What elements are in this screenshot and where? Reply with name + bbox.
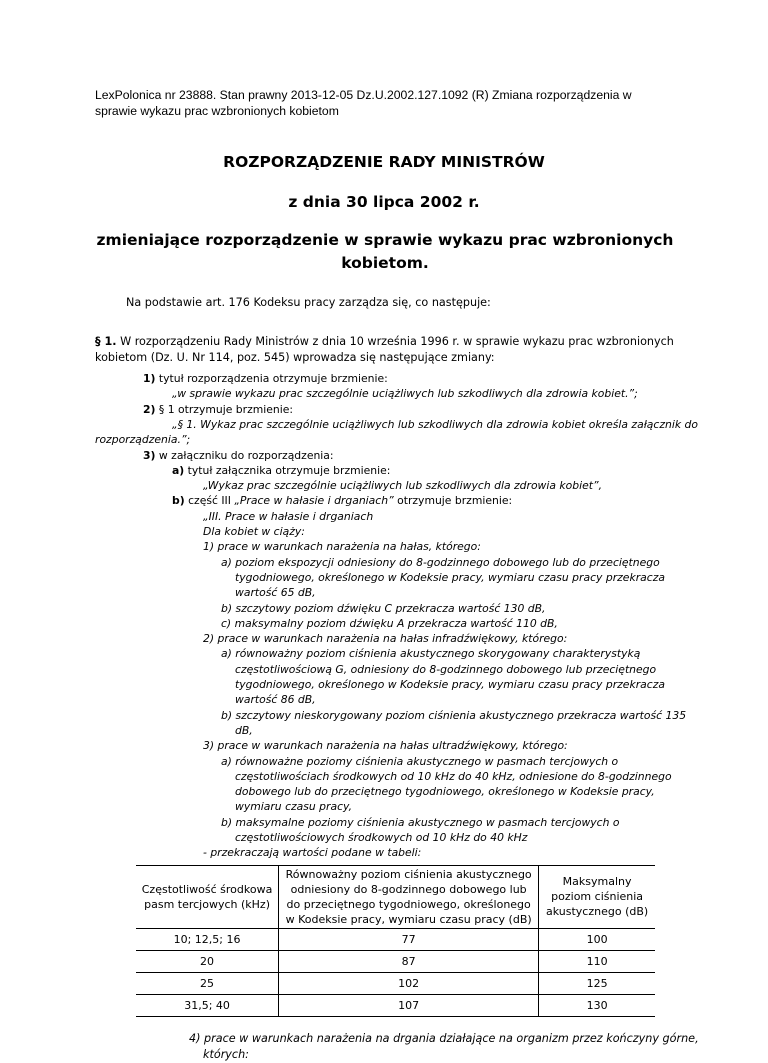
quoted-text: - przekraczają wartości podane w tabeli: [203, 846, 422, 860]
table-cell: 130 [539, 994, 655, 1016]
table-cell: 110 [539, 950, 655, 972]
table-row [136, 928, 655, 950]
table-row [136, 950, 655, 972]
quoted-text: 2) prace w warunkach narażenia na hałas infradźwiękowy, którego: [203, 632, 568, 646]
table-cell: 10; 12,5; 16 [136, 928, 279, 950]
item-text: w załączniku do rozporządzenia: [155, 448, 334, 462]
table-header-row [136, 865, 655, 928]
quoted-text: wartość 86 dB, [235, 693, 316, 707]
quoted-text: wartość 65 dB, [235, 586, 316, 600]
quoted-text: a) poziom ekspozycji odniesiony do 8-godzinnego dobowego lub do przeciętnego [221, 555, 660, 569]
section-1-label: § 1. [95, 335, 117, 348]
quoted-text: tygodniowego, określonego w Kodeksie pracy, wymiaru czasu pracy przekracza [235, 570, 665, 584]
item-number: 2) [143, 402, 156, 416]
document-header: LexPolonica nr 23888. Stan prawny 2013-12-05 Dz.U.2002.127.1092 (R) Zmiana rozporządzenia w sprawie wykazu prac wzbronionych kobietom [95, 88, 632, 118]
list-item [143, 371, 388, 386]
table-cell: 100 [539, 928, 655, 950]
quoted-text: 1) prace w warunkach narażenia na hałas, którego: [203, 540, 481, 554]
table-cell: 102 [279, 972, 539, 994]
quoted-text: „§ 1. Wykaz prac szczególnie uciążliwych lub szkodliwych dla zdrowia kobiet określa załącznik do [172, 417, 699, 431]
quoted-text: częstotliwościowych środkowych od 10 kHz do 40 kHz [235, 831, 528, 844]
quoted-text: Dla kobiet w ciąży: [203, 525, 305, 538]
quoted-text: b) szczytowy poziom dźwięku C przekracza wartość 130 dB, [221, 601, 546, 615]
quoted-text: „w sprawie wykazu prac szczególnie uciążliwych lub szkodliwych dla zdrowia kobiet.”; [172, 387, 638, 401]
regulation-date: z dnia 30 lipca 2002 r. [288, 193, 480, 211]
table-cell: 20 [136, 950, 279, 972]
list-item [143, 448, 334, 463]
quoted-text: 4) prace w warunkach narażenia na drgania działające na organizm przez kończyny górne, [189, 1031, 699, 1045]
list-item [172, 463, 390, 478]
quoted-text: wymiaru czasu pracy, [235, 800, 353, 814]
legal-basis-paragraph: Na podstawie art. 176 Kodeksu pracy zarządza się, co następuje: [126, 296, 491, 309]
quoted-text: a) równoważny poziom ciśnienia akustycznego skorygowany charakterystyką [221, 647, 641, 661]
table-cell: 77 [279, 928, 539, 950]
list-item [143, 402, 293, 417]
item-quote: „Prace w hałasie i drganiach” [234, 494, 394, 508]
list-item [172, 493, 512, 508]
regulation-title: ROZPORZĄDZENIE RADY MINISTRÓW [223, 153, 545, 171]
quoted-text: częstotliwościach środkowych od 10 kHz do 40 kHz, odniesione do 8-godzinnego [235, 769, 672, 783]
table-row [136, 972, 655, 994]
quoted-text: 3) prace w warunkach narażenia na hałas ultradźwiękowy, którego: [203, 739, 568, 753]
item-number: a) [172, 463, 185, 477]
quoted-text: a) równoważne poziomy ciśnienia akustycznego w pasmach tercjowych o [221, 754, 619, 768]
item-text: część III [184, 494, 235, 508]
table-cell: 107 [279, 994, 539, 1016]
regulation-subject: zmieniające rozporządzenie w sprawie wykazu prac wzbronionych kobietom. [96, 231, 674, 272]
item-text: § 1 otrzymuje brzmienie: [155, 402, 294, 416]
quoted-text: rozporządzenia.”; [95, 433, 191, 447]
item-text: otrzymuje brzmienie: [393, 494, 513, 508]
item-number: 1) [143, 372, 156, 385]
quoted-text: „Wykaz prac szczególnie uciążliwych lub szkodliwych dla zdrowia kobiet”, [203, 479, 603, 493]
table-cell: 31,5; 40 [136, 994, 279, 1016]
quoted-text: „III. Prace w hałasie i drganiach [203, 509, 374, 523]
quoted-text: c) maksymalny poziom dźwięku A przekracza wartość 110 dB, [221, 616, 558, 630]
section-1-text: W rozporządzeniu Rady Ministrów z dnia 10 września 1996 r. w sprawie wykazu prac wzbronionych kobietom (Dz. U. Nr 114, poz. 545) wprowadza się następujące zmiany: [95, 335, 674, 364]
table-cell: 25 [136, 972, 279, 994]
table-row [136, 994, 655, 1016]
quoted-text: dobowego lub do przeciętnego tygodniowego, określonego w Kodeksie pracy, [235, 785, 655, 799]
quoted-text: częstotliwościową G, odniesiony do 8-godzinnego dobowego lub przeciętnego [235, 662, 657, 676]
item-text: tytuł rozporządzenia otrzymuje brzmienie: [155, 372, 388, 385]
quoted-text: tygodniowego, określonego w Kodeksie pracy, wymiaru czasu pracy przekracza [235, 678, 665, 691]
column-header: Częstotliwość środkowa pasm tercjowych (kHz) [136, 865, 279, 928]
item-number: b) [172, 494, 185, 508]
quoted-text: b) szczytowy nieskorygowany poziom ciśnienia akustycznego przekracza wartość 135 [221, 708, 687, 722]
section-1-paragraph [95, 334, 680, 366]
quoted-text: dB, [235, 723, 253, 737]
column-header: Równoważny poziom ciśnienia akustycznego odniesiony do 8-godzinnego dobowego lub do przeciętnego tygodniowego, określonego w Kodeksie pracy, wymiaru czasu pracy (dB) [279, 865, 539, 928]
table-cell: 87 [279, 950, 539, 972]
table-cell: 125 [539, 972, 655, 994]
quoted-text: których: [203, 1047, 249, 1061]
item-text: tytuł załącznika otrzymuje brzmienie: [184, 463, 391, 477]
column-header: Maksymalny poziom ciśnienia akustycznego (dB) [539, 865, 655, 928]
quoted-text: b) maksymalne poziomy ciśnienia akustycznego w pasmach tercjowych o [221, 815, 620, 829]
item-number: 3) [143, 448, 156, 462]
